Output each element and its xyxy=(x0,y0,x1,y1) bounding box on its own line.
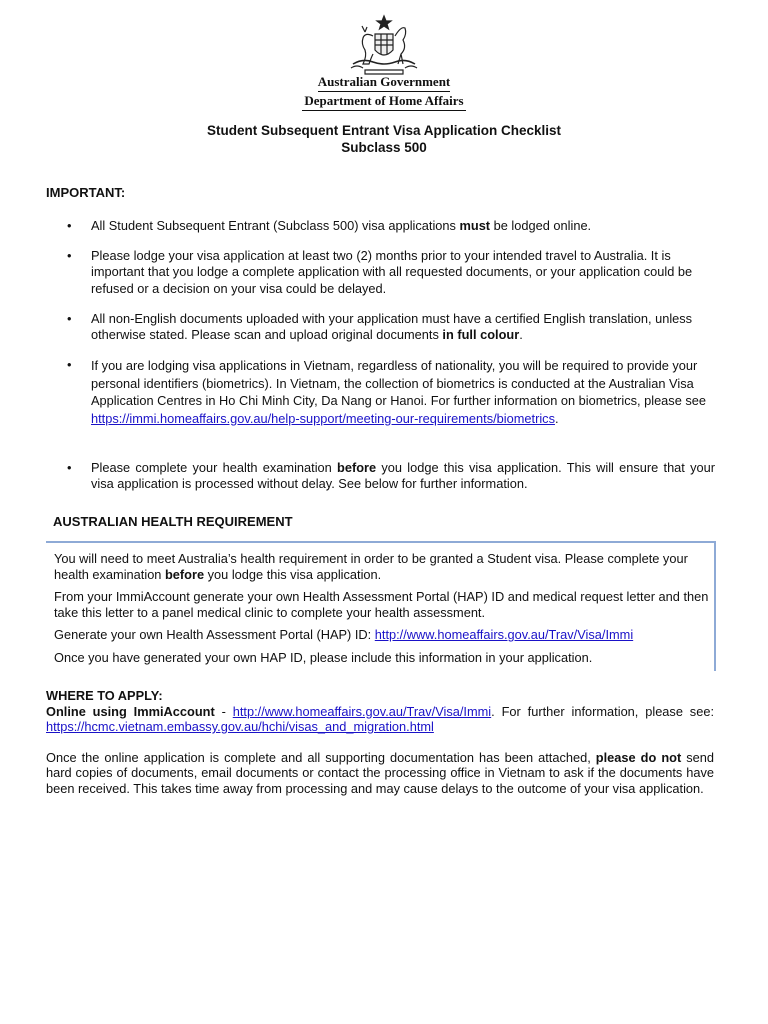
health-p1-text-end: you lodge this visa application. xyxy=(204,566,382,582)
b5-bold: before xyxy=(337,460,377,475)
where-p2-text: Once the online application is complete and all supporting documentation has been attached, xyxy=(46,749,596,765)
health-requirement-box xyxy=(46,541,716,671)
b1-bold: must xyxy=(459,218,491,233)
page-title xyxy=(0,122,768,156)
where-heading: WHERE TO APPLY: xyxy=(46,688,163,703)
australian-coat-of-arms-icon xyxy=(343,14,425,76)
where-p2-text-end: send hard copies of documents, email documents or contact the processing office in Vietnam to ask if the documents have been received. This takes time away from processing and may cause delays to the outcome of your visa application. xyxy=(46,749,714,796)
gov-line2: Department of Home Affairs xyxy=(302,93,465,111)
title-line1: Student Subsequent Entrant Visa Application Checklist xyxy=(206,123,562,138)
immi-link[interactable]: http://www.homeaffairs.gov.au/Trav/Visa/Immi xyxy=(232,703,492,719)
health-heading: AUSTRALIAN HEALTH REQUIREMENT xyxy=(53,514,293,529)
embassy-link[interactable]: https://hcmc.vietnam.embassy.gov.au/hchi/visas_and_migration.html xyxy=(46,719,434,734)
important-heading: IMPORTANT: xyxy=(46,185,126,200)
b3-bold: in full colour xyxy=(442,327,520,343)
where-p2-bold: please do not xyxy=(595,749,682,765)
where-online xyxy=(46,704,714,735)
list-item xyxy=(46,218,716,234)
bullet-icon: • xyxy=(67,248,72,263)
department-name xyxy=(0,74,768,111)
online-text: . For further information, please see: xyxy=(491,703,714,719)
bullet-icon: • xyxy=(67,460,72,475)
b4-text-end: . xyxy=(554,410,559,426)
health-p1-bold: before xyxy=(164,566,205,582)
where-p2 xyxy=(46,750,714,797)
online-bold: Online using ImmiAccount xyxy=(46,703,215,719)
online-dash: - xyxy=(214,703,233,719)
title-line2: Subclass 500 xyxy=(341,140,427,155)
list-item xyxy=(46,311,716,344)
hap-link[interactable]: http://www.homeaffairs.gov.au/Trav/Visa/Immi xyxy=(374,627,634,642)
b4-text: If you are lodging visa applications in Vietnam, regardless of nationality, you will be required to provide your personal identifiers (biometrics). In Vietnam, the collection of biometrics is conducted at the Australian Visa Application Centres in Ho Chi Minh City, Da Nang or Hanoi. For further information on biometrics, please see xyxy=(91,358,707,408)
b1-text-end: be lodged online. xyxy=(490,218,592,233)
b5-text-end: you lodge this visa application. This will ensure that your visa application is processed without delay. See below for further information. xyxy=(91,460,715,492)
where-to-apply xyxy=(46,688,714,796)
list-item xyxy=(46,248,716,297)
b5-text: Please complete your health examination xyxy=(91,460,338,475)
gov-line1: Australian Government xyxy=(318,74,451,92)
health-p3 xyxy=(54,627,714,643)
health-p2: From your ImmiAccount generate your own Health Assessment Portal (HAP) ID and medical request letter and then take this letter to a panel medical clinic to complete your health assessment. xyxy=(54,589,709,620)
list-item xyxy=(46,357,716,427)
b3-text: All non-English documents uploaded with your application must have a certified English translation, unless otherwise stated. Please scan and upload original documents xyxy=(91,311,693,343)
bullet-icon: • xyxy=(67,357,72,372)
bullet-icon: • xyxy=(67,311,72,326)
bullet-icon: • xyxy=(67,218,72,233)
health-p4: Once you have generated your own HAP ID, please include this information in your application. xyxy=(54,650,593,665)
health-p3-text: Generate your own Health Assessment Portal (HAP) ID: xyxy=(54,627,375,642)
b2-text: Please lodge your visa application at least two (2) months prior to your intended travel to Australia. It is important that you lodge a complete application with all requested documents, or your application could be refused or a decision on your visa could be delayed. xyxy=(91,248,693,296)
b3-text-end: . xyxy=(519,327,523,343)
health-p1 xyxy=(54,551,714,582)
b1-text: All Student Subsequent Entrant (Subclass 500) visa applications xyxy=(91,218,460,233)
biometrics-link[interactable]: https://immi.homeaffairs.gov.au/help-support/meeting-our-requirements/biometrics xyxy=(91,410,555,426)
health-p1-text: You will need to meet Australia’s health requirement in order to be granted a Student visa. Please complete your health examination xyxy=(54,551,688,582)
list-item xyxy=(46,460,716,493)
